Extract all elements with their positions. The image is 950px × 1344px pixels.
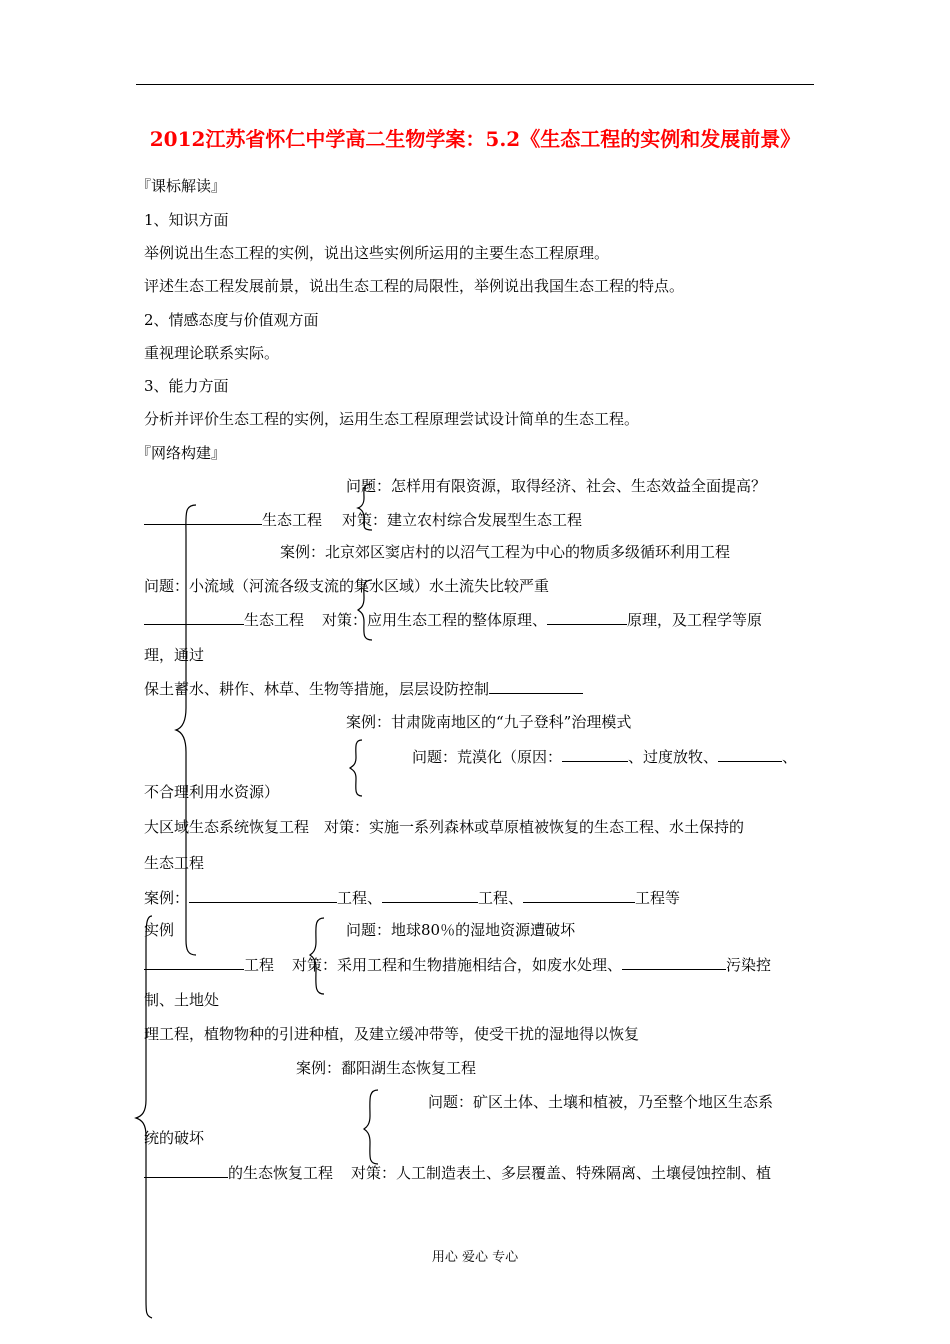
fill-blank [562,746,628,762]
watershed-measure: 对策：应用生态工程的整体原理、 [322,611,548,629]
desert-brace [350,740,362,796]
ability-item-1: 分析并评价生态工程的实例，运用生态工程原理尝试设计简单的生态工程。 [144,410,640,428]
mine-name: 的生态恢复工程 [228,1164,334,1182]
fill-blank [144,1162,228,1178]
mine-measure: 对策：人工制造表土、多层覆盖、特殊隔离、土壤侵蚀控制、植 [351,1164,772,1182]
header-rule [136,84,814,85]
knowledge-heading: 1、知识方面 [144,211,229,229]
watershed-text-2: 保土蓄水、耕作、林草、生物等措施，层层设防控制 [144,678,583,699]
fill-blank [382,887,478,903]
attitude-item-1: 重视理论联系实际。 [144,344,280,362]
wetland-measure: 对策：采用工程和生物措施相结合，如废水处理、 [292,956,623,974]
fill-blank [144,509,262,525]
attitude-heading: 2、情感态度与价值观方面 [144,311,319,329]
fill-blank [547,609,627,625]
fill-blank [489,678,583,694]
page-title: 2012江苏省怀仁中学高二生物学案：5.2《生态工程的实例和发展前景》 [149,127,801,151]
mine-problem: 问题：矿区土体、土壤和植被，乃至整个地区生态系 [428,1093,774,1111]
desert-problem: 问题：荒漠化（原因： 、过度放牧、 、 [412,748,798,766]
fill-blank [523,887,635,903]
desert-text: 不合理利用水资源） [144,783,280,801]
mine-brace [364,1090,378,1164]
fill-blank [144,954,244,970]
wetland-problem: 问题：地球80％的湿地资源遭破坏 [346,921,576,939]
fill-blank [718,746,782,762]
fill-blank [189,887,337,903]
wetland-name: 工程 [244,956,275,974]
mine-row [144,1162,771,1183]
wetland-text-1: 制、土地处 [144,991,220,1009]
kebiao-heading: 『课标解读』 [136,177,227,195]
watershed-problem: 问题：小流域（河流各级支流的集水区域）水土流失比较严重 [144,577,550,595]
watershed-measure-cont: 原理，及工程学等原 [627,611,763,629]
wetland-row [144,954,771,975]
watershed-text-1: 理，通过 [144,646,205,664]
wetland-measure-cont: 污染控 [726,956,772,974]
fill-blank [622,954,726,970]
wetland-text-2: 理工程，植物物种的引进种植，及建立缓冲带等，使受干扰的湿地得以恢复 [144,1025,640,1043]
page-footer: 用心 爱心 专心 [431,1250,519,1265]
knowledge-item-1: 举例说出生态工程的实例，说出这些实例所运用的主要生态工程原理。 [144,244,610,262]
watershed-row [144,609,762,630]
region-measure: 大区域生态系统恢复工程 对策：实施一系列森林或草原植被恢复的生态工程、水土保持的 [144,818,745,836]
rural-measure: 对策：建立农村综合发展型生态工程 [342,511,583,529]
region-case: 案例： 工程、 工程、 工程等 [144,889,681,907]
region-measure-cont: 生态工程 [144,854,205,872]
rural-row [144,509,582,530]
mine-text: 统的破坏 [144,1129,205,1147]
ability-heading: 3、能力方面 [144,377,229,395]
knowledge-item-2: 评述生态工程发展前景，说出生态工程的局限性，举例说出我国生态工程的特点。 [144,277,685,295]
examples-label: 实例 [144,921,175,939]
watershed-case: 案例：甘肃陇南地区的“九子登科”治理模式 [346,713,632,731]
fill-blank [144,609,244,625]
rural-name: 生态工程 [262,511,323,529]
wetland-case: 案例：鄱阳湖生态恢复工程 [296,1059,477,1077]
rural-case: 案例：北京郊区窦店村的以沼气工程为中心的物质多级循环利用工程 [280,543,731,561]
watershed-name: 生态工程 [244,611,305,629]
network-heading: 『网络构建』 [136,444,227,462]
rural-problem: 问题：怎样用有限资源，取得经济、社会、生态效益全面提高？ [346,477,767,495]
